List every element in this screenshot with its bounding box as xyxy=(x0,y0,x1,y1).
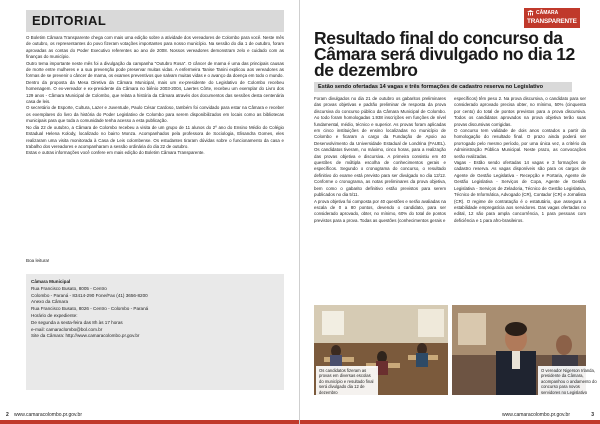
footer-bar xyxy=(300,420,600,424)
contact-email[interactable]: e-mail: camaraclombo@bol.com.br xyxy=(31,326,103,332)
right-page xyxy=(300,0,600,424)
contact-site-link[interactable]: Site da Câmara: http://www.camaracolombo.pr.gov.br xyxy=(31,333,140,339)
right-footer xyxy=(300,412,600,424)
photo-caption-2: O vereador Nigerson Irlanda, presidente da Câmara, acompanhou o andamento do concurso para novos servidores no Legislativo xyxy=(538,366,600,397)
editorial-paragraph: Estas e outras informações você confere em mais edição do Boletim Câmara Transparente. xyxy=(26,150,205,156)
camara-transparente-logo xyxy=(524,8,580,28)
editorial-paragraph: No dia 22 de outubro, a Câmara de Colombo recebeu a visita de um grupo de 11 alunos do 2º ano do Ensino Médio do Colégio Estadual Helena Kolody, localizado no bairro Monza. Acompanhados pela professora de Sociologia, Elisandra Gomes, eles realizaram uma visita monitorada à Casa de Leis colombense. Os estudantes tiraram dúvidas sobre o funcionamento da casa e trabalho dos vereadores e acompanharam a sessão ordinária do dia 22 de outubro. xyxy=(26,124,284,149)
article-headline: Resultado final do concurso da Câmara será divulgado no dia 12 de dezembro xyxy=(314,28,575,80)
editorial-title: EDITORIAL xyxy=(26,10,284,32)
article-column-2 xyxy=(454,96,586,224)
editorial-paragraph: Outro tema importante neste mês foi a divulgação da campanha "Outubro Rosa". O câncer de mama é uma das principais causas de morte entre mulheres e a sua prevenção pode preservar muitas vidas. A enfermeira Tanise Tanini explicou aos vereadores as formas de se prevenir o câncer de mama, os exames preventivos que salvam muitas vidas e o avanço da doença em todo o mundo. xyxy=(26,60,284,79)
photo-caption-1: Os candidatos fizeram as provas em diversas escolas do município e resultado final será divulgado dia 12 de dezembro xyxy=(316,366,378,397)
contact-box xyxy=(26,274,284,390)
contact-line: Rua Francisco Busato, 8005 - Centro xyxy=(31,285,107,291)
contact-title: Câmara Municipal xyxy=(31,279,71,284)
contact-line: Colombo - Paraná - 83414-290 Fone/Fax (41) 3656-8200 xyxy=(31,292,148,298)
page-number: 2 xyxy=(6,412,9,418)
article-paragraph: Vagas - Estão sendo ofertadas 14 vagas e 3 formações de cadastro reserva. As vagas disponíveis são para os cargos de Agente de Gestão Legislativa - Recepção e Portaria, Agente de Gestão Legislativa - Serviços de Copa, Agente de Gestão Legislativa - Serviços de Zeladoria, Técnico de Gestão Legislativa, Técnico de Informática, Advogado (CR), Contador (CR) e Jornalista (CR). O regime de contratação é o estatutário, que assegura a estabilidade empregatícia aos servidores. Das vagas ofertadas no edital, 12 são para ampla concorrência, 1 para pessoas com deficiência e 1 para afro-brasileiros. xyxy=(454,160,586,223)
editorial-paragraph: O secretário de Esporte, Cultura, Lazer e Juventude, Paulo César Cardoso, também foi convidado para estar na Câmara e receber os exemplares do livro da história do Poder Legislativo de Colombo para serem disponibilizados em locais como as bibliotecas municipais para que toda a comunidade tenha acesso a esta publicação. xyxy=(26,105,284,124)
article-paragraph: A prova objetiva foi composta por 40 questões e serão avaliadas na escala de 0 a 80 pontos, devendo o candidato, para ser considerado aprovado, obter, no mínimo, 60% do total de pontos previstos para a prova. Todas as questões (conhecimentos gerais e xyxy=(314,198,446,223)
contact-line: Horário de expediente: xyxy=(31,312,78,318)
contact-line: De segunda a sexta-feira das 8h às 17 horas xyxy=(31,319,123,325)
article-paragraph: específicos) têm peso 2. Na prova discursiva, o candidato para ser considerado aprovado precisa obter, no mínimo, 50% (cinquenta por cento) do total de pontos previstos para a prova discursiva. Todos os candidatos aprovados na prova objetiva terão suas provas discursivas corrigidas. xyxy=(454,96,586,127)
left-footer xyxy=(0,412,300,424)
editorial-signoff: Boa leitura! xyxy=(26,258,50,263)
article-column-1 xyxy=(314,96,446,224)
contact-line: Anexo da Câmara xyxy=(31,299,69,305)
article-paragraph: O concurso tem validade de dois anos contados a partir da homologação do resultado final. O prazo ainda poderá ser prorrogado pelo mesmo período, por uma única vez, a critério da Administração Pública Municipal. Neste prazo, as convocações serão realizadas. xyxy=(454,128,586,159)
editorial-paragraph: Dentro da proposta da Mesa Diretiva da Câmara Municipal, mais um ex-presidente do Legislativo de Colombo recebeu homenagem. O ex-vereador e ex-presidente da Câmara no biênio 2003-2004, Laertes Côrte, recebeu um exemplar do Livro dos 129 anos - Câmara Municipal de Colombo, que relata a história da Câmara através dos documentos das sessões desta centenária casa de leis. xyxy=(26,79,284,105)
logo-top-text: CÂMARA xyxy=(536,10,559,16)
footer-site-link[interactable]: www.camaracolombo.pr.gov.br xyxy=(14,412,82,418)
page-number: 3 xyxy=(591,412,594,418)
logo-bottom-text: TRANSPARENTE xyxy=(527,18,577,25)
footer-bar xyxy=(0,420,300,424)
editorial-paragraph: O Boletim Câmara Transparente chega com mais uma edição sobre a atividade dos vereadores de Colombo para você. Neste mês de outubro, os representantes do povo fizeram votações importantes para nosso município. Na sessão do dia 1 de outubro, foram aprovadas as contas do Poder Executivo referentes ao ano de 2008. Nossos vereadores demonstram zelo e cuidado com as finanças do município. xyxy=(26,35,284,60)
article-paragraph: Foram divulgados no dia 21 de outubro os gabaritos preliminares das provas objetivas e padrão preliminar de resposta da prova discursiva do concurso público da Câmara Municipal de Colombo. Ao todo foram homologadas 1.938 inscrições em funções de nível fundamental, médio, técnico e superior. As provas foram aplicadas em cinco instituições de ensino localizadas no município de Colombo e ficaram a cargo da Fundação de Apoio ao Desenvolvimento da Universidade Estadual de Londrina (FAUEL). Os candidatos tiveram, no máximo, cinco horas, para a realização das provas objetiva e discursiva. A primeira consistiu em 40 questões de múltipla escolha de conhecimentos gerais e específicos. Segundo o cronograma do concurso, o resultado definitivo do exame está previsto para ser divulgado no dia 12/12. Conforme o cronograma, as notas preliminares da prova objetiva, bem como o gabarito definitivo estão previstos para serem publicados no dia 5/11. xyxy=(314,96,446,198)
article-subheadline: Estão sendo ofertadas 14 vagas e três formações de cadastro reserva no Legislativo xyxy=(314,82,572,92)
editorial-body xyxy=(26,35,284,157)
contact-line: Rua Francisco Busato, 8026 - Centro - Colombo - Paraná xyxy=(31,306,149,312)
footer-site-link[interactable]: www.camaracolombo.pr.gov.br xyxy=(502,412,570,418)
building-icon xyxy=(527,10,534,16)
